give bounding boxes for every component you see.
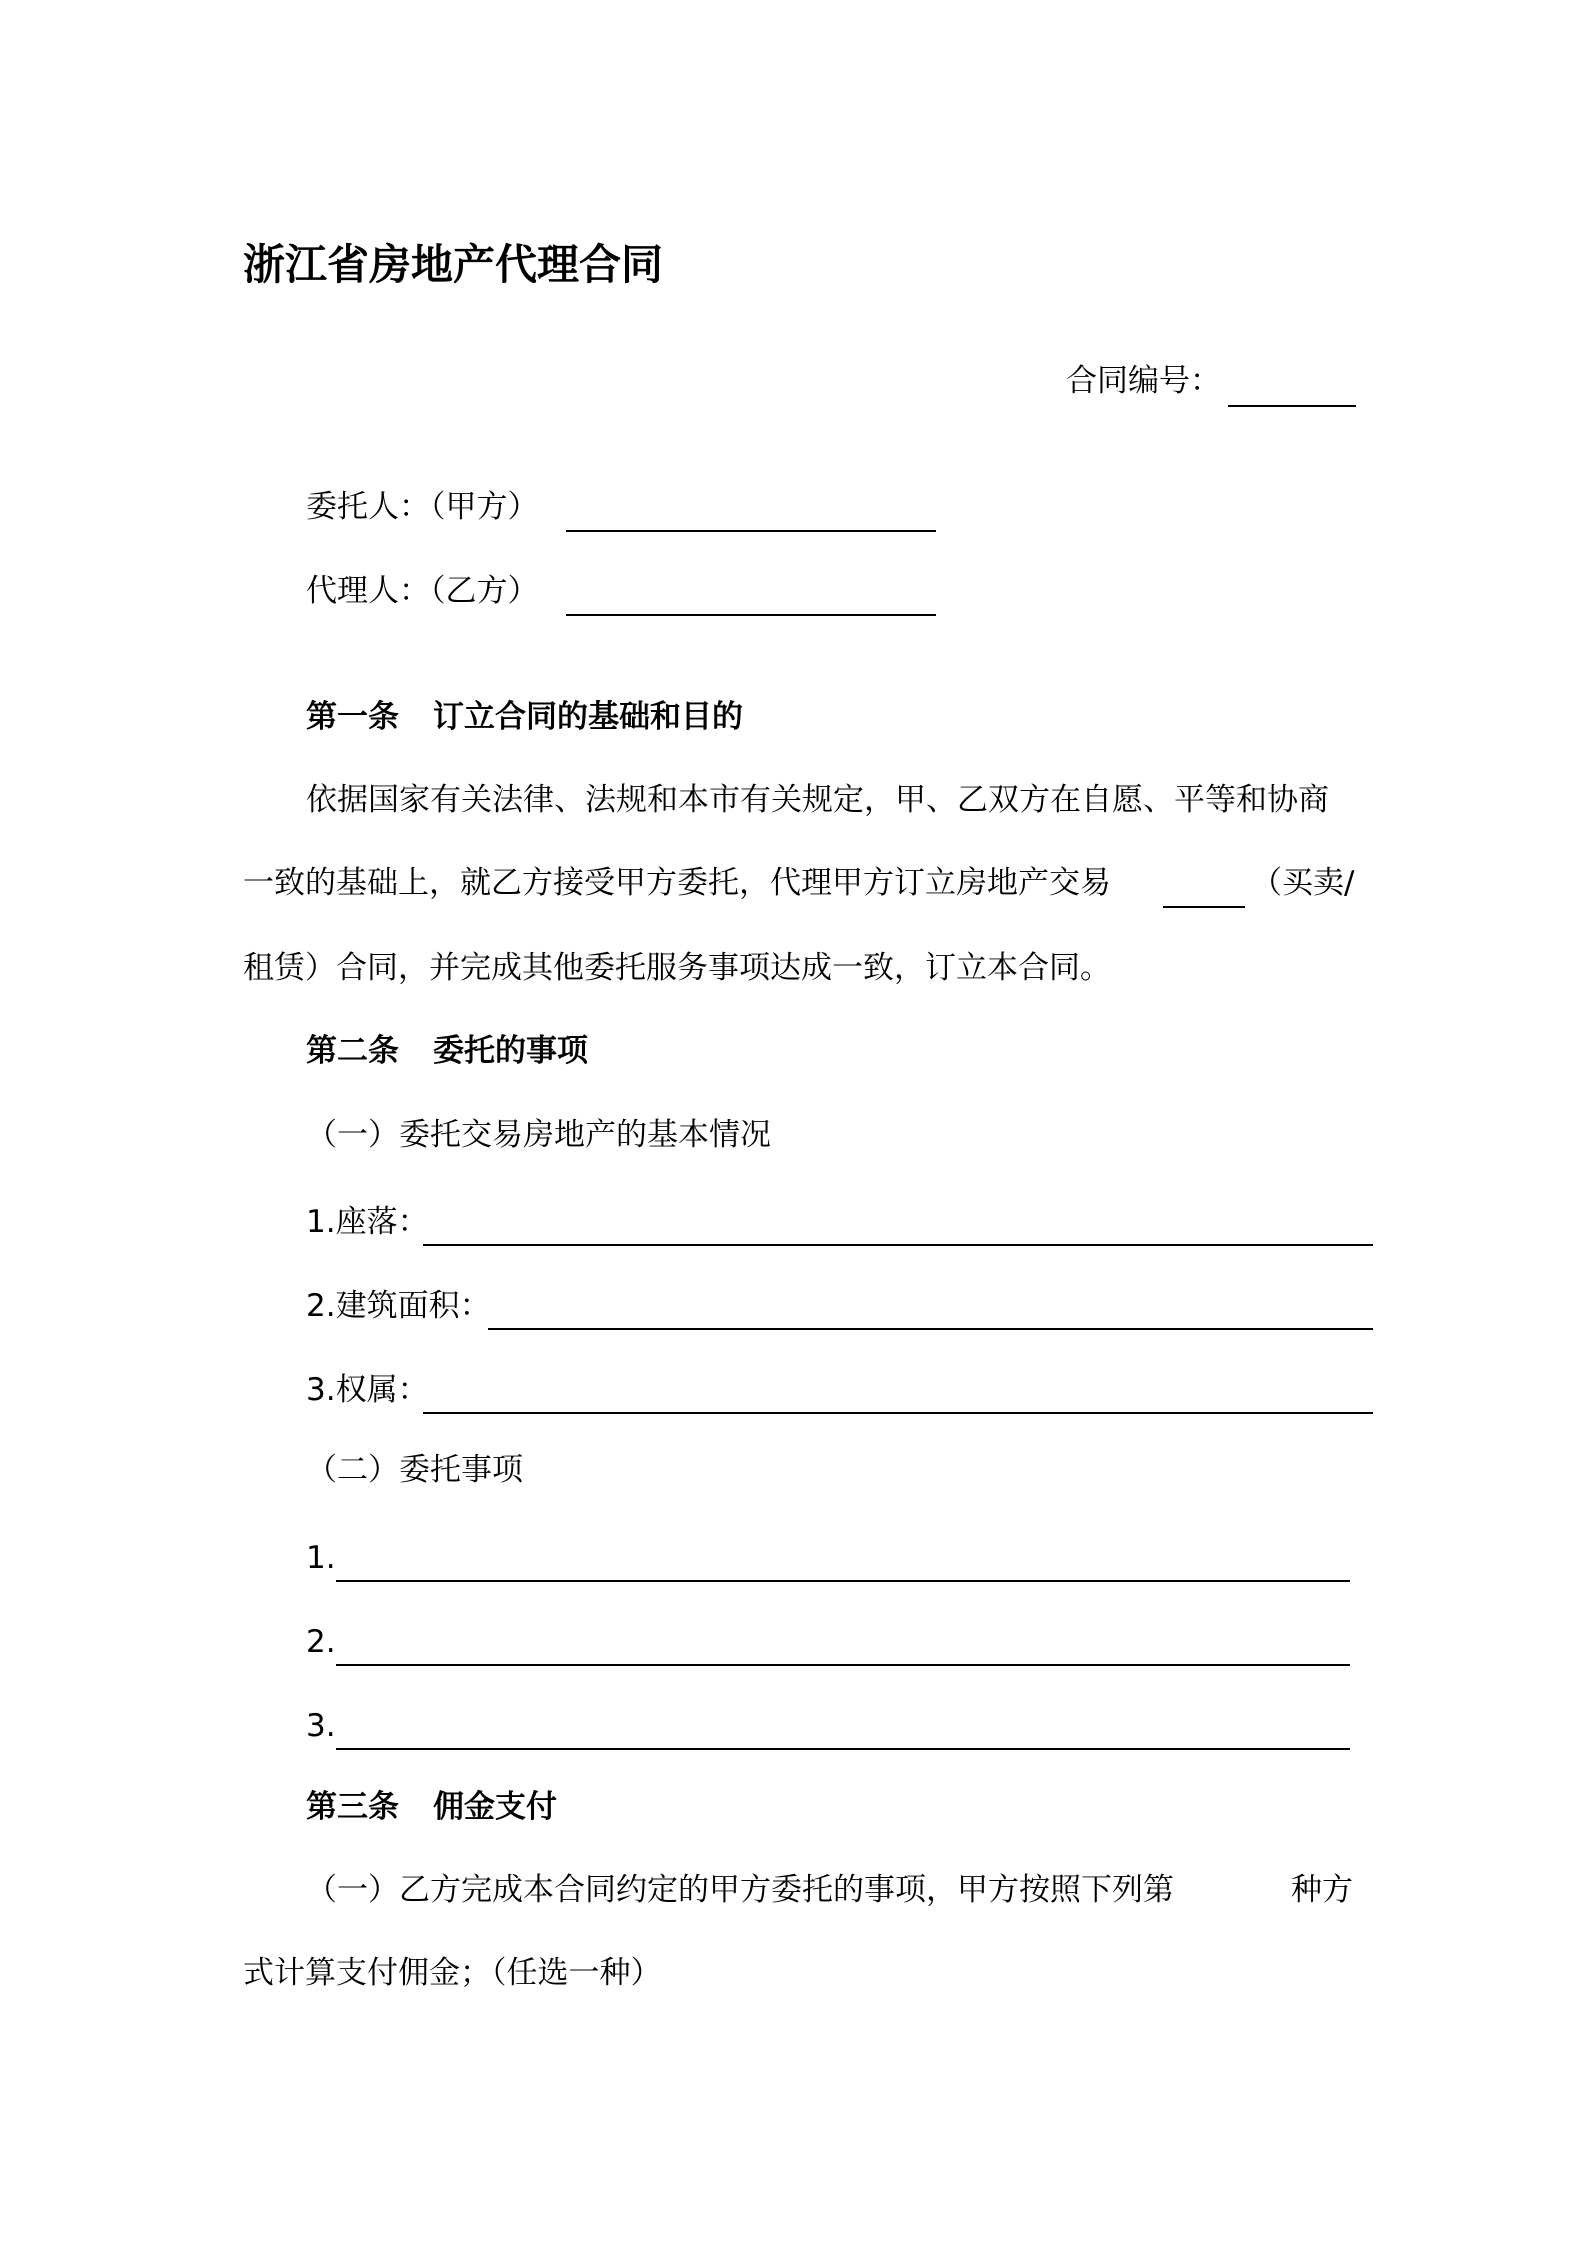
article1-number: 第一条: [306, 699, 399, 735]
article2-subsection2: （二）委托事项: [306, 1452, 523, 1488]
contract-number-label: 合同编号：: [1066, 363, 1221, 399]
article3-number: 第三条: [306, 1789, 399, 1825]
building-area-label: 2.建筑面积：: [306, 1288, 491, 1324]
matter1-field[interactable]: [336, 1580, 1350, 1582]
transaction-type-options: （买卖/: [1251, 865, 1355, 901]
article3-paragraph-line1: （一）乙方完成本合同约定的甲方委托的事项，甲方按照下列第: [306, 1872, 1174, 1908]
article1-paragraph-line2: [243, 865, 1111, 901]
article2-subsection1: （一）委托交易房地产的基本情况: [306, 1117, 771, 1153]
article1-title: 订立合同的基础和目的: [433, 699, 743, 735]
transaction-type-field[interactable]: [1163, 906, 1245, 908]
article3-heading: [306, 1789, 557, 1825]
article2-title: 委托的事项: [433, 1033, 588, 1069]
location-label: 1.座落：: [306, 1204, 429, 1240]
matter2-field[interactable]: [336, 1664, 1350, 1666]
contract-number-field[interactable]: [1228, 405, 1356, 407]
ownership-label: 3.权属：: [306, 1372, 429, 1408]
article2-heading: [306, 1033, 588, 1069]
ownership-field[interactable]: [423, 1412, 1373, 1414]
principal-label: 委托人：（甲方）: [306, 489, 539, 525]
article1-paragraph-line3: 租赁）合同，并完成其他委托服务事项达成一致，订立本合同。: [243, 950, 1111, 986]
article2-number: 第二条: [306, 1033, 399, 1069]
article3-method-suffix: 种方: [1291, 1872, 1353, 1908]
matter3-field[interactable]: [336, 1748, 1350, 1750]
article1-heading: [306, 699, 743, 735]
document-title: 浙江省房地产代理合同: [243, 240, 664, 289]
agent-name-field[interactable]: [566, 614, 936, 616]
location-field[interactable]: [423, 1244, 1373, 1246]
principal-name-field[interactable]: [566, 530, 936, 532]
article3-title: 佣金支付: [433, 1789, 557, 1825]
agent-label: 代理人：（乙方）: [306, 573, 539, 609]
article1-line2-text: 一致的基础上，就乙方接受甲方委托，代理甲方订立房地产交易: [243, 865, 1111, 901]
building-area-field[interactable]: [488, 1328, 1373, 1330]
matter2-label: 2.: [306, 1624, 336, 1660]
matter3-label: 3.: [306, 1708, 336, 1744]
article1-paragraph-line1: 依据国家有关法律、法规和本市有关规定，甲、乙双方在自愿、平等和协商: [306, 782, 1329, 818]
article3-paragraph-line2: 式计算支付佣金；（任选一种）: [243, 1955, 662, 1991]
matter1-label: 1.: [306, 1540, 336, 1576]
